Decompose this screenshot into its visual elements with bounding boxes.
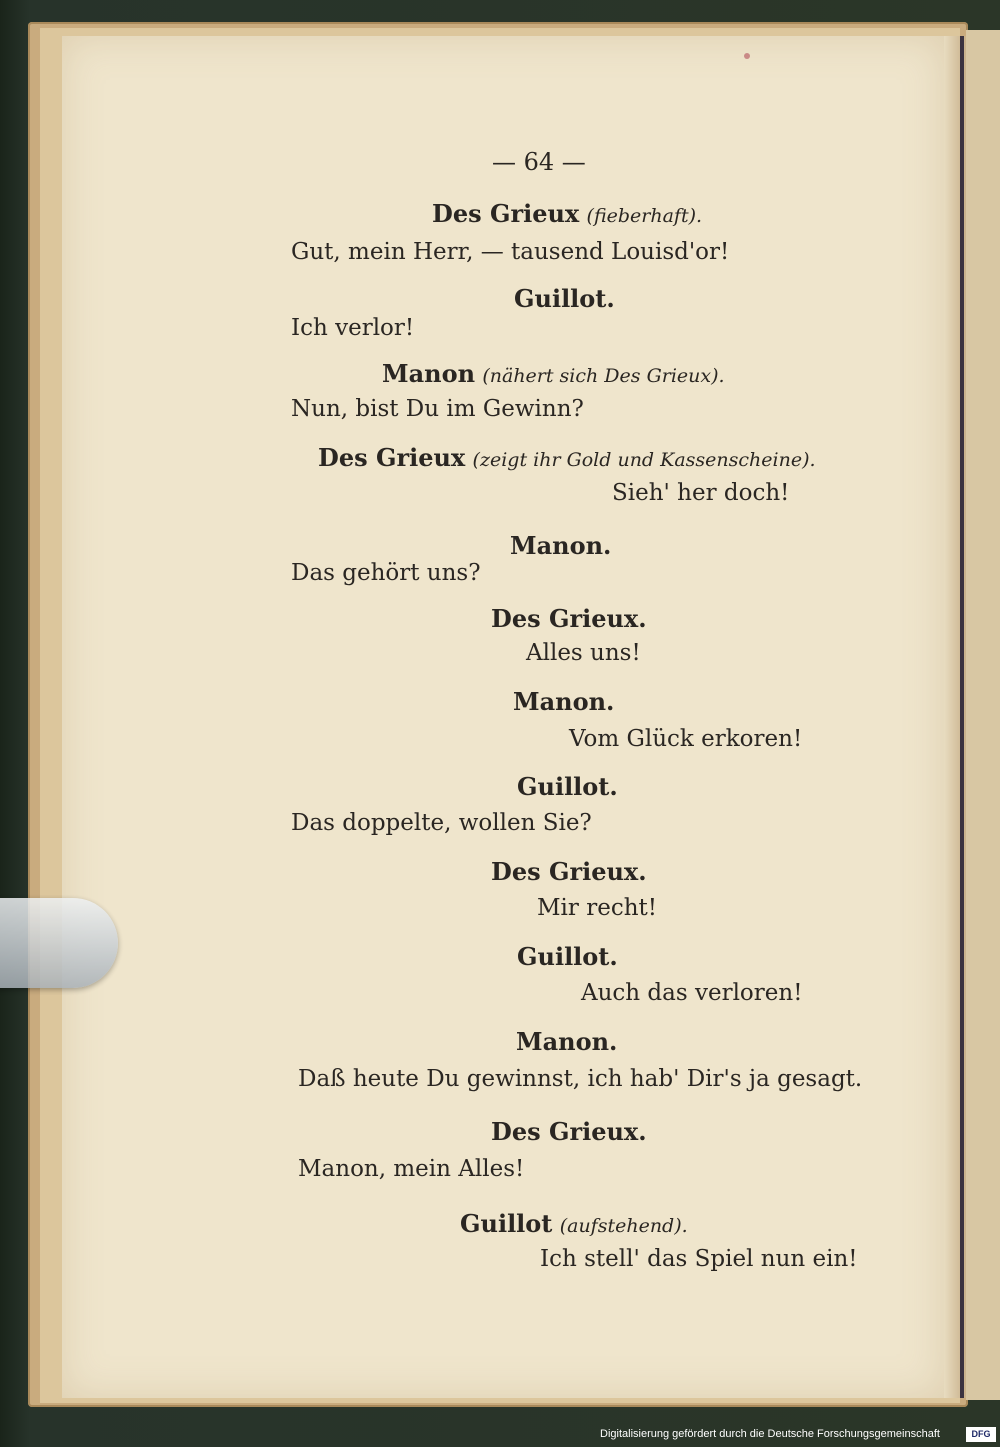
- book-spine: [960, 36, 964, 1398]
- speaker-name: Guillot.: [514, 284, 615, 313]
- speaker-name: Des Grieux.: [491, 857, 647, 886]
- stage-direction: (aufstehend).: [559, 1215, 688, 1237]
- speaker-name: Des Grieux.: [491, 1117, 647, 1146]
- speaker-name: Manon: [382, 359, 476, 388]
- speaker-line: [382, 359, 725, 388]
- speaker-name: Manon.: [513, 687, 615, 716]
- adjacent-page: [966, 30, 1000, 1400]
- dialogue-line: Das doppelte, wollen Sie?: [291, 810, 592, 836]
- dialogue-line: Manon, mein Alles!: [298, 1156, 525, 1182]
- dialogue-line: Ich verlor!: [291, 315, 415, 341]
- speaker-name: Manon.: [516, 1027, 618, 1056]
- dialogue-line: Das gehört uns?: [291, 560, 481, 586]
- dialogue-line: Nun, bist Du im Gewinn?: [291, 396, 584, 422]
- dialogue-line: Vom Glück erkoren!: [569, 726, 803, 752]
- dialogue-line: Auch das verloren!: [581, 980, 803, 1006]
- dialogue-line: Ich stell' das Spiel nun ein!: [540, 1246, 858, 1272]
- page-holder-clip: [0, 898, 118, 988]
- page-number: — 64 —: [492, 148, 586, 176]
- speaker-name: Guillot.: [517, 772, 618, 801]
- stage-direction: (fieberhaft).: [586, 205, 703, 227]
- dialogue-line: Daß heute Du gewinnst, ich hab' Dir's ja gesagt.: [298, 1066, 863, 1092]
- speaker-line: [432, 199, 703, 228]
- stage-direction: (nähert sich Des Grieux).: [482, 365, 725, 387]
- credit-text: Digitalisierung gefördert durch die Deutsche Forschungsgemeinschaft: [600, 1428, 940, 1440]
- speaker-line: [460, 1209, 688, 1238]
- speaker-name: Guillot: [460, 1209, 553, 1238]
- digitization-credit: [600, 1424, 940, 1444]
- dialogue-line: Sieh' her doch!: [612, 480, 790, 506]
- speaker-name: Guillot.: [517, 942, 618, 971]
- dialogue-line: Gut, mein Herr, — tausend Louisd'or!: [291, 239, 730, 265]
- dialogue-line: Mir recht!: [537, 895, 657, 921]
- speaker-line: [318, 443, 816, 472]
- speaker-name: Des Grieux: [318, 443, 466, 472]
- speaker-name: Des Grieux.: [491, 604, 647, 633]
- speaker-name: Des Grieux: [432, 199, 580, 228]
- dfg-logo: DFG: [966, 1427, 996, 1442]
- dialogue-line: Alles uns!: [526, 640, 641, 666]
- paper-spot: [744, 53, 750, 59]
- stage-direction: (zeigt ihr Gold und Kassenscheine).: [472, 449, 816, 471]
- speaker-name: Manon.: [510, 531, 612, 560]
